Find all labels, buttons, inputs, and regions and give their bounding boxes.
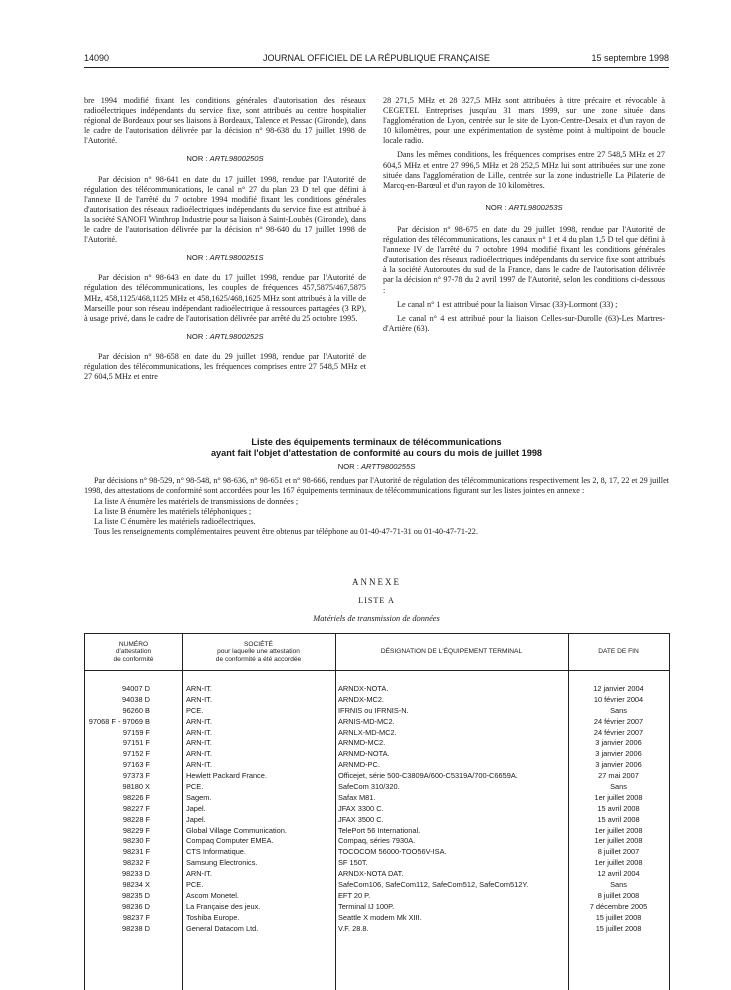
company-name: General Datacom Ltd. <box>186 923 259 933</box>
end-date: Sans <box>610 880 627 890</box>
end-date: 3 janvier 2006 <box>595 738 642 748</box>
end-date: 7 décembre 2005 <box>589 901 648 911</box>
paragraph: Le canal n° 1 est attribué pour la liaison Virsac (33)-Lormont (33) ; <box>397 299 618 309</box>
end-date: 24 février 2007 <box>593 727 644 737</box>
right-column <box>383 96 665 338</box>
table-row <box>85 902 669 913</box>
attestation-number: 97152 F <box>122 749 150 759</box>
annexe-heading: ANNEXE <box>352 577 401 587</box>
end-date: 24 février 2007 <box>593 716 644 726</box>
table-row <box>85 793 669 804</box>
end-date: 1er juillet 2008 <box>594 792 643 802</box>
paragraph: Tous les renseignements complémentaires peuvent être obtenus par téléphone au 01-40-47-71-31 ou 01-40-47-71-22. <box>94 527 478 537</box>
equipment-designation: ARNDX-MC2. <box>338 694 384 704</box>
equipment-designation: Terminal IJ 100P. <box>338 901 395 911</box>
company-name: Hewlett Packard France. <box>186 771 267 781</box>
paragraph: Par décision n° 98-643 en date du 17 juillet 1998, rendue par l'Autorité de régulation des télécommunications, les couples de fréquences 457,5875/467,5875 MHz, 458,1125/468,1125 MHz et 458,1625/468,1625 MHz sont attribués à la ville de Marseille pour son réseau indépendant radioélectrique à ressources partagées (3 RP), à usage privé, dans le cadre de l'autorisation délivrée par arrêté du 25 octobre 1995. <box>84 273 366 323</box>
attestation-number: 98235 D <box>122 890 150 900</box>
table-row <box>85 728 669 739</box>
attestation-number: 97151 F <box>122 738 150 748</box>
table-row <box>85 684 669 695</box>
attestation-number: 98230 F <box>122 836 150 846</box>
end-date: 15 juillet 2008 <box>595 912 642 922</box>
table-row <box>85 749 669 760</box>
paragraph: Le canal n° 4 est attribué pour la liaison Celles-sur-Durolle (63)-Les Martres-d'Artière (63). <box>383 313 665 333</box>
table-row <box>85 924 669 935</box>
attestation-number: 98233 D <box>122 869 150 879</box>
company-name: ARN-IT. <box>186 760 212 770</box>
equipment-designation: Officejet, série 500-C3809A/600-C5319A/700-C6659A. <box>338 771 518 781</box>
end-date: 8 juillet 2007 <box>597 847 640 857</box>
left-column <box>84 96 366 386</box>
paragraph: Par décision n° 98-658 en date du 29 juillet 1998, rendue par l'Autorité de régulation des télécommunications, les fréquences comprises entre 27 548,5 MHz et 27 604,5 MHz et entre <box>84 351 366 382</box>
section-title: Liste des équipements terminaux de télécommunications ayant fait l'objet d'attestation de conformité au cours du mois de juillet 1998 <box>210 437 543 458</box>
attestation-number: 98180 X <box>122 782 150 792</box>
company-name: ARN-IT. <box>186 869 212 879</box>
attestation-number: 98234 X <box>122 880 150 890</box>
equipment-designation: JFAX 3300 C. <box>338 803 384 813</box>
list-item: La liste C énumère les matériels radioélectriques. <box>94 517 256 527</box>
company-name: Compaq Computer EMEA. <box>186 836 274 846</box>
nor-reference: NOR : ARTL9800252S <box>186 331 264 341</box>
company-name: ARN-IT. <box>186 716 212 726</box>
table-row <box>85 738 669 749</box>
table-row <box>85 847 669 858</box>
attestation-number: 98232 F <box>122 858 150 868</box>
paragraph: bre 1994 modifié fixant les conditions générales d'autorisation des réseaux radioélectriques indépendants du service fixe, sont attribués au centre hospitalier régional de Bordeaux pour ses liaisons à Bordeaux, Talence et Pessac (Gironde), dans le cadre de l'autorisation délivrée par la décision n° 98-638 du 17 juillet 1998 de l'Autorité. <box>84 96 366 146</box>
equipment-designation: JFAX 3500 C. <box>338 814 384 824</box>
company-name: Ascom Monetel. <box>186 890 239 900</box>
end-date: 15 avril 2008 <box>597 803 640 813</box>
attestation-number: 97163 F <box>122 760 150 770</box>
end-date: 12 janvier 2004 <box>593 684 644 693</box>
equipment-designation: ARNMD-NOTA. <box>338 749 390 759</box>
company-name: ARN-IT. <box>186 749 212 759</box>
page-number: 14090 <box>84 53 110 63</box>
company-name: Sagem. <box>186 792 212 802</box>
table-row <box>85 836 669 847</box>
table-row <box>85 913 669 924</box>
paragraph: Dans les mêmes conditions, les fréquences comprises entre 27 548,5 MHz et 27 604,5 MHz et entre 27 996,5 MHz et 28 252,5 MHz lui sont attribuées sur une zone située dans l'agglomération de Lille, centrée sur la zone industrielle La Pilaterie de Marcq-en-Barœul et d'un rayon de 10 kilomètres. <box>383 150 665 190</box>
table-row <box>85 760 669 771</box>
end-date: Sans <box>610 705 627 715</box>
equipment-designation: EFT 20 P. <box>338 890 371 900</box>
attestation-number: 98228 F <box>122 814 150 824</box>
end-date: 12 avril 2004 <box>597 869 640 879</box>
company-name: Global Village Communication. <box>186 825 287 835</box>
table-row <box>85 891 669 902</box>
attestation-number: 98229 F <box>122 825 150 835</box>
table-row <box>85 706 669 717</box>
equipment-designation: Safax M81. <box>338 792 376 802</box>
attestation-number: 98231 F <box>122 847 150 857</box>
table-body <box>85 684 669 934</box>
table-row <box>85 880 669 891</box>
end-date: 1er juillet 2008 <box>594 836 643 846</box>
attestation-number: 94007 D <box>122 684 150 693</box>
attestation-number: 98237 F <box>122 912 150 922</box>
end-date: 3 janvier 2006 <box>595 749 642 759</box>
equipment-designation: Seattle X modem Mk XIII. <box>338 912 422 922</box>
equipment-designation: ARNLX-MD-MC2. <box>338 727 397 737</box>
company-name: ARN-IT. <box>186 694 212 704</box>
column-header-numero: NUMÉRO d'attestation de conformité <box>85 634 182 671</box>
equipment-designation: TelePort 56 International. <box>338 825 421 835</box>
paragraph: Par décision n° 98-641 en date du 17 juillet 1998, rendue par l'Autorité de régulation des télécommunications, le canal n° 27 du plan 23 D tel que défini à l'annexe II de l'arrêté du 7 octobre 1994 modifié fixant les conditions générales d'autorisation des réseaux radioélectriques indépendants du service fixe est attribué à la société SANOFI Winthrop Industrie pour sa liaison à Saint-Loubès (Gironde), dans le cadre de l'autorisation délivrée par la décision n° 98-640 du 17 juillet 1998 de l'Autorité. <box>84 174 366 245</box>
attestation-number: 97159 F <box>122 727 150 737</box>
table-row <box>85 815 669 826</box>
equipment-designation: V.F. 28.8. <box>338 923 369 933</box>
journal-title: JOURNAL OFFICIEL DE LA RÉPUBLIQUE FRANÇAISE <box>263 53 490 63</box>
section-intro <box>84 476 669 538</box>
end-date: Sans <box>610 782 627 792</box>
list-item: La liste A énumère les matériels de transmissions de données ; <box>94 496 299 506</box>
end-date: 27 mai 2007 <box>598 771 639 781</box>
paragraph: Par décision n° 98-675 en date du 29 juillet 1998, rendue par l'Autorité de régulation des télécommunications, les canaux n° 1 et 4 du plan 1,5 D tel que défini à l'annexe IV de l'arrêté du 7 octobre 1994 modifié fixant les conditions générales d'autorisation des réseaux radioélectriques indépendants du service fixe sont attribués à la société Autoroutes du sud de la France, dans le cadre de l'autorisation délivrée par la décision n° 97-78 du 2 avril 1997 de l'Autorité, selon les conditions ci-dessous : <box>383 224 665 295</box>
attestation-number: 97068 F - 97069 B <box>88 716 150 726</box>
paragraph: 28 271,5 MHz et 28 327,5 MHz sont attribuées à titre précaire et révocable à CEGETEL Entreprises jusqu'au 31 mars 1999, sur une zone située dans l'agglomération de Lyon, centrée sur le site de Lyon-Centre-Desaix et d'un rayon de 10 kilomètres, pour une expérimentation de système point à multipoint de boucle locale radio. <box>383 96 665 146</box>
table-row <box>85 717 669 728</box>
equipment-designation: ARNMD-MC2. <box>338 738 386 748</box>
paragraph: Par décisions n° 98-529, n° 98-548, n° 98-636, n° 98-651 et n° 98-666, rendues par l'Autorité de régulation des télécommunications respectivement les 2, 8, 17, 22 et 29 juillet 1998, des attestations de conformité sont accordées pour les 167 équipements terminaux de télécommunications figurant sur les listes jointes en annexe : <box>84 476 669 496</box>
equipment-designation: ARNIS-MD-MC2. <box>338 716 395 726</box>
nor-reference: NOR : ARTL9800251S <box>186 253 264 263</box>
company-name: ARN-IT. <box>186 727 212 737</box>
table-row <box>85 782 669 793</box>
attestation-number: 96260 B <box>122 705 150 715</box>
company-name: PCE. <box>186 705 204 715</box>
end-date: 1er juillet 2008 <box>594 825 643 835</box>
company-name: Toshiba Europe. <box>186 912 240 922</box>
equipment-designation: IFRNIS ou IFRNIS-N. <box>338 705 409 715</box>
equipment-designation: TOCOCOM 56000-TOO56V-ISA. <box>338 847 447 857</box>
attestation-number: 97373 F <box>122 771 150 781</box>
attestation-number: 94038 D <box>122 694 150 704</box>
liste-heading: LISTE A <box>358 596 395 605</box>
table-row <box>85 695 669 706</box>
list-item: La liste B énumère les matériels téléphoniques ; <box>94 506 252 516</box>
table-row <box>85 771 669 782</box>
end-date: 15 juillet 2008 <box>595 923 642 933</box>
attestation-number: 98227 F <box>122 803 150 813</box>
company-name: ARN-IT. <box>186 684 212 693</box>
company-name: PCE. <box>186 782 204 792</box>
nor-reference: NOR : ARTL9800253S <box>485 202 563 212</box>
equipment-designation: ARNDX-NOTA. <box>338 684 389 693</box>
equipment-designation: Compaq, séries 7930A. <box>338 836 416 846</box>
end-date: 3 janvier 2006 <box>595 760 642 770</box>
company-name: Samsung Electronics. <box>186 858 258 868</box>
nor-reference: NOR : ARTT9800255S <box>337 462 416 471</box>
column-header-societe: SOCIÉTÉ pour laquelle une attestation de conformité a été accordée <box>182 634 335 671</box>
equipment-designation: SafeCom106, SafeCom112, SafeCom512, SafeCom512Y. <box>338 880 529 890</box>
attestation-number: 98226 F <box>122 792 150 802</box>
company-name: ARN-IT. <box>186 738 212 748</box>
equipment-designation: ARNMD-PC. <box>338 760 380 770</box>
end-date: 15 avril 2008 <box>597 814 640 824</box>
company-name: CTS Informatique. <box>186 847 246 857</box>
equipment-table <box>84 633 670 990</box>
company-name: PCE. <box>186 880 204 890</box>
table-row <box>85 826 669 837</box>
table-row <box>85 804 669 815</box>
column-header-date: DATE DE FIN <box>568 634 669 671</box>
equipment-designation: ARNDX-NOTA DAT. <box>338 869 404 879</box>
nor-reference: NOR : ARTL9800250S <box>186 154 264 164</box>
company-name: Japel. <box>186 803 206 813</box>
company-name: La Française des jeux. <box>186 901 261 911</box>
page-header <box>84 53 669 67</box>
column-header-designation: DÉSIGNATION DE L'ÉQUIPEMENT TERMINAL <box>335 634 568 671</box>
issue-date: 15 septembre 1998 <box>591 53 669 63</box>
equipment-designation: SafeCom 310/320. <box>338 782 400 792</box>
table-row <box>85 858 669 869</box>
table-subtitle: Matériels de transmission de données <box>313 614 440 623</box>
header-rule <box>84 67 669 68</box>
end-date: 1er juillet 2008 <box>594 858 643 868</box>
end-date: 8 juillet 2008 <box>597 890 640 900</box>
attestation-number: 98236 D <box>122 901 150 911</box>
end-date: 10 février 2004 <box>593 694 644 704</box>
equipment-designation: SF 150T. <box>338 858 368 868</box>
table-row <box>85 869 669 880</box>
company-name: Japel. <box>186 814 206 824</box>
attestation-number: 98238 D <box>122 923 150 933</box>
